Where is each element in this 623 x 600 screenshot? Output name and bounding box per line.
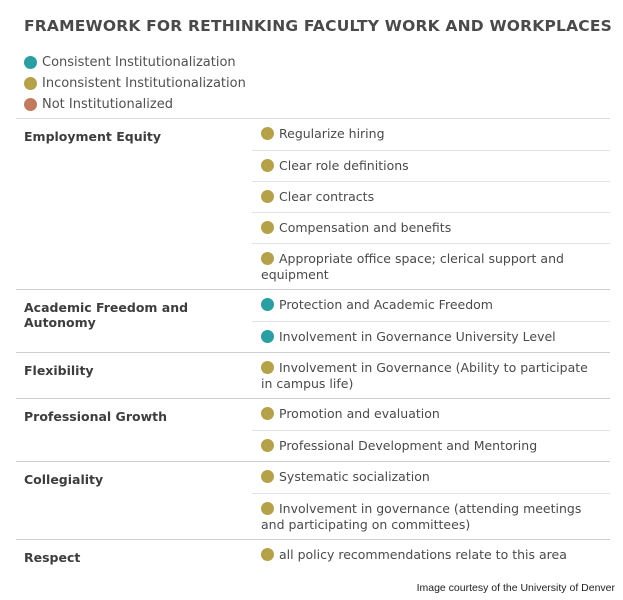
category-items <box>252 290 610 352</box>
status-dot-icon <box>261 502 274 515</box>
category-group <box>16 398 610 461</box>
policy-item <box>252 399 610 430</box>
policy-item-text: all policy recommendations relate to this area <box>279 547 567 562</box>
category-items <box>252 462 610 539</box>
status-dot-icon <box>261 330 274 343</box>
policy-item <box>252 430 610 461</box>
policy-item-text: Appropriate office space; clerical support and equipment <box>261 251 564 282</box>
category-label: Respect <box>24 550 81 565</box>
policy-item-text: Clear contracts <box>279 189 375 204</box>
category-items <box>252 119 610 289</box>
status-dot-icon <box>261 439 274 452</box>
status-dot-icon <box>261 252 274 265</box>
category-group <box>16 461 610 539</box>
category-label: Academic Freedom and Autonomy <box>24 300 189 330</box>
category-label: Employment Equity <box>24 129 162 144</box>
legend-label: Consistent Institutionalization <box>42 55 236 70</box>
category-items <box>252 540 610 571</box>
policy-item <box>252 150 610 181</box>
category-group <box>16 289 610 352</box>
status-dot-icon <box>261 127 274 140</box>
policy-item <box>252 462 610 493</box>
legend-label: Not Institutionalized <box>42 97 173 112</box>
policy-item <box>252 212 610 243</box>
policy-item-text: Protection and Academic Freedom <box>279 297 493 312</box>
policy-item-text: Compensation and benefits <box>279 220 452 235</box>
category-group <box>16 118 610 289</box>
status-dot-icon <box>261 159 274 172</box>
status-dot-icon <box>261 190 274 203</box>
legend-label: Inconsistent Institutionalization <box>42 76 246 91</box>
policy-item <box>252 353 610 398</box>
legend-item-consistent <box>24 52 246 73</box>
policy-item <box>252 119 610 150</box>
image-credit: Image courtesy of the University of Denver <box>416 582 615 594</box>
policy-item-text: Promotion and evaluation <box>279 406 440 421</box>
category-label: Flexibility <box>24 363 94 378</box>
legend <box>24 52 246 115</box>
status-dot-icon <box>261 407 274 420</box>
policy-item-text: Involvement in Governance University Level <box>279 329 556 344</box>
legend-item-inconsistent <box>24 73 246 94</box>
policy-item-text: Involvement in Governance (Ability to participate in campus life) <box>261 360 588 391</box>
policy-item-text: Involvement in governance (attending meetings and participating on committees) <box>261 501 582 532</box>
legend-dot-icon <box>24 98 37 111</box>
status-dot-icon <box>261 548 274 561</box>
category-items <box>252 399 610 461</box>
page-title: FRAMEWORK FOR RETHINKING FACULTY WORK AND WORKPLACES <box>24 17 613 35</box>
policy-item <box>252 181 610 212</box>
policy-item <box>252 540 610 571</box>
status-dot-icon <box>261 470 274 483</box>
policy-item <box>252 290 610 321</box>
legend-dot-icon <box>24 56 37 69</box>
policy-item-text: Systematic socialization <box>279 469 430 484</box>
framework-table <box>16 118 610 571</box>
policy-item-text: Clear role definitions <box>279 158 409 173</box>
legend-item-not <box>24 94 246 115</box>
category-items <box>252 353 610 398</box>
status-dot-icon <box>261 298 274 311</box>
status-dot-icon <box>261 221 274 234</box>
policy-item <box>252 493 610 539</box>
category-label: Professional Growth <box>24 409 167 424</box>
policy-item-text: Regularize hiring <box>279 126 385 141</box>
category-group <box>16 352 610 398</box>
policy-item <box>252 321 610 352</box>
legend-dot-icon <box>24 77 37 90</box>
policy-item-text: Professional Development and Mentoring <box>279 438 538 453</box>
policy-item <box>252 243 610 289</box>
category-group <box>16 539 610 571</box>
status-dot-icon <box>261 361 274 374</box>
category-label: Collegiality <box>24 472 104 487</box>
